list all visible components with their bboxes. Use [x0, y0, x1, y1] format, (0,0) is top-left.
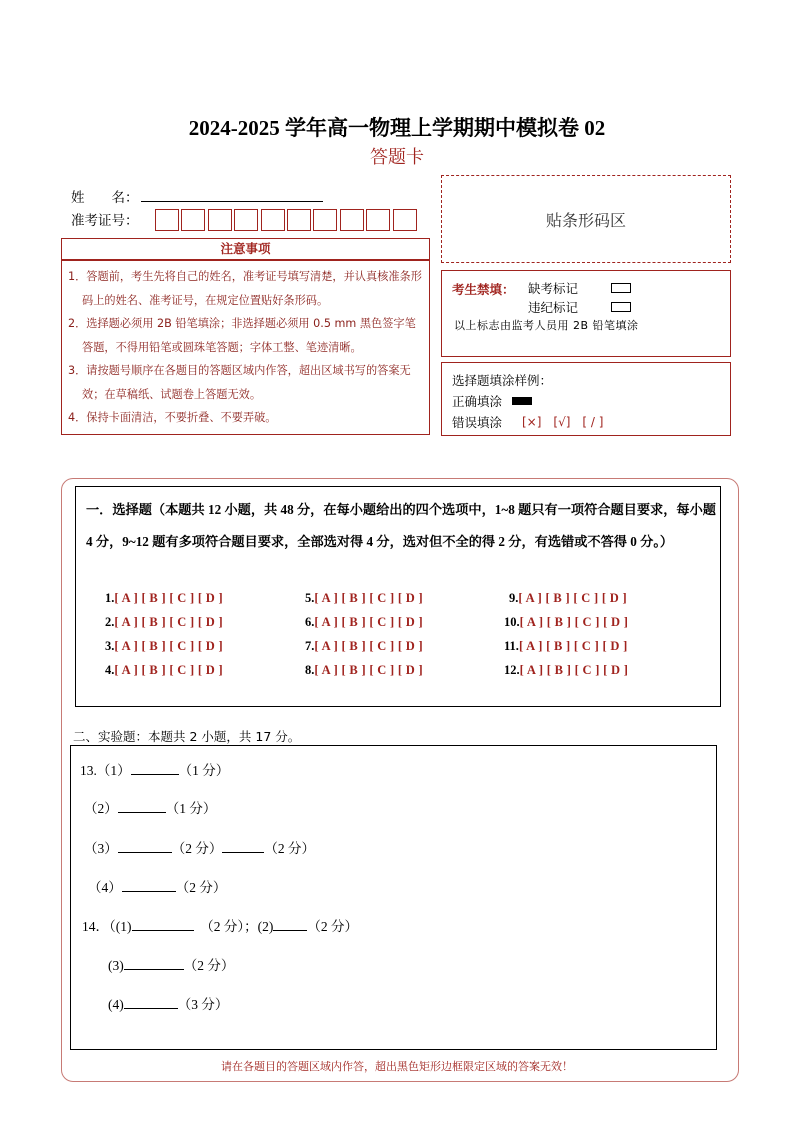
page-subtitle: 答题卡	[370, 147, 424, 168]
score-label: （2 分）；(2)	[193, 919, 274, 934]
name-label: 姓 名：	[71, 190, 139, 206]
id-digit-cell[interactable]	[366, 209, 390, 231]
answer-blank[interactable]	[122, 879, 176, 892]
correct-fill-label: 正确填涂	[452, 394, 503, 409]
answer-options[interactable]: [ A ] [ B ] [ C ] [ D ]	[518, 639, 628, 653]
mc-question-8[interactable]	[305, 663, 423, 678]
mc-question-9[interactable]	[509, 591, 627, 606]
q13-2-label: （2）	[84, 801, 118, 816]
answer-blank[interactable]	[118, 800, 166, 813]
experiment-heading: 二、实验题：本题共 2 小题，共 17 分。	[73, 729, 301, 744]
notice-heading: 注意事项	[61, 238, 430, 260]
answer-options[interactable]: [ A ] [ B ] [ C ] [ D ]	[314, 615, 423, 629]
mc-question-7[interactable]	[305, 639, 423, 654]
correct-fill-swatch	[512, 397, 532, 405]
barcode-area	[441, 175, 731, 263]
score-label: （2 分）	[175, 880, 227, 895]
score-label: （3 分）	[177, 997, 229, 1012]
id-digit-cell[interactable]	[393, 209, 417, 231]
exam-id-boxes[interactable]	[155, 209, 420, 231]
name-field[interactable]	[141, 200, 323, 202]
mc-question-5[interactable]	[305, 591, 423, 606]
answer-options[interactable]: [ A ] [ B ] [ C ] [ D ]	[314, 591, 423, 605]
notice-item: 4．保持卡面清洁，不要折叠、不要弄破。	[68, 411, 277, 424]
answer-options[interactable]: [ A ] [ B ] [ C ] [ D ]	[518, 591, 627, 605]
q14-line3	[108, 993, 228, 1013]
question-number: 1.	[105, 591, 115, 605]
mc-question-12[interactable]	[504, 663, 628, 678]
answer-options[interactable]: [ A ] [ B ] [ C ] [ D ]	[314, 663, 423, 677]
mc-question-4[interactable]	[105, 663, 223, 678]
wrong-fill-marks: [×] [√] [ / ]	[522, 415, 604, 429]
notice-item: 3．请按题号顺序在各题目的答题区域内作答，超出区域书写的答案无效；在草稿纸、试题卷上答题无效。	[68, 364, 411, 401]
answer-blank[interactable]	[124, 996, 178, 1009]
notice-item: 1．答题前，考生先将自己的姓名，准考证号填写清楚，并认真核准条形码上的姓名、准考证号，在规定位置贴好条形码。	[68, 270, 422, 307]
q13-4-label: （4）	[88, 880, 122, 895]
absent-mark-label: 缺考标记	[528, 281, 579, 296]
q13-1-label: 13.（1）	[80, 763, 131, 778]
mc-question-1[interactable]	[105, 591, 223, 606]
score-label: （2 分）	[183, 958, 235, 973]
footer-warning: 请在各题目的答题区域内作答，超出黑色矩形边框限定区域的答案无效！	[221, 1060, 573, 1073]
exam-id-label: 准考证号：	[71, 213, 139, 229]
question-number: 4.	[105, 663, 115, 677]
answer-blank[interactable]	[118, 840, 172, 853]
id-digit-cell[interactable]	[208, 209, 232, 231]
answer-options[interactable]: [ A ] [ B ] [ C ] [ D ]	[519, 615, 629, 629]
score-label: （2 分）	[171, 841, 223, 856]
notice-item: 2．选择题必须用 2B 铅笔填涂；非选择题必须用 0.5 mm 黑色签字笔答题，不得用铅笔或圆珠笔答题；字体工整、笔迹清晰。	[68, 317, 416, 354]
wrong-fill-label: 错误填涂	[452, 415, 503, 430]
notice-box	[61, 260, 430, 435]
q14-line2	[108, 954, 234, 974]
question-number: 5.	[305, 591, 315, 605]
score-label: （1 分）	[178, 763, 230, 778]
answer-blank[interactable]	[131, 762, 179, 775]
answer-options[interactable]: [ A ] [ B ] [ C ] [ D ]	[114, 591, 223, 605]
q14-line1	[82, 915, 358, 935]
q14-3-label: (3)	[108, 958, 124, 973]
mc-question-3[interactable]	[105, 639, 223, 654]
proctor-note: 以上标志由监考人员用 2B 铅笔填涂	[454, 319, 639, 332]
question-number: 12.	[504, 663, 520, 677]
answer-options[interactable]: [ A ] [ B ] [ C ] [ D ]	[114, 639, 223, 653]
question-number: 7.	[305, 639, 315, 653]
barcode-label: 贴条形码区	[545, 210, 626, 230]
fill-sample-box	[441, 362, 731, 436]
id-digit-cell[interactable]	[155, 209, 179, 231]
answer-options[interactable]: [ A ] [ B ] [ C ] [ D ]	[314, 639, 423, 653]
answer-options[interactable]: [ A ] [ B ] [ C ] [ D ]	[114, 663, 223, 677]
id-digit-cell[interactable]	[313, 209, 337, 231]
fill-sample-title: 选择题填涂样例：	[452, 373, 553, 388]
mc-question-2[interactable]	[105, 615, 223, 630]
q13-part4	[88, 876, 226, 896]
answer-options[interactable]: [ A ] [ B ] [ C ] [ D ]	[114, 615, 223, 629]
question-number: 8.	[305, 663, 315, 677]
proctor-only-box	[441, 270, 731, 357]
score-label: （1 分）	[165, 801, 217, 816]
question-number: 3.	[105, 639, 115, 653]
mc-question-6[interactable]	[305, 615, 423, 630]
id-digit-cell[interactable]	[340, 209, 364, 231]
id-digit-cell[interactable]	[261, 209, 285, 231]
q13-3-label: （3）	[84, 841, 118, 856]
id-digit-cell[interactable]	[181, 209, 205, 231]
id-digit-cell[interactable]	[287, 209, 311, 231]
violation-mark-label: 违纪标记	[528, 300, 579, 315]
answer-blank[interactable]	[222, 840, 264, 853]
question-number: 10.	[504, 615, 520, 629]
violation-mark-box[interactable]	[611, 302, 631, 312]
answer-blank[interactable]	[124, 957, 184, 970]
answer-blank[interactable]	[273, 918, 307, 931]
score-label: （2 分）	[307, 919, 358, 934]
q13-part3	[84, 837, 315, 857]
id-digit-cell[interactable]	[234, 209, 258, 231]
question-number: 6.	[305, 615, 315, 629]
absent-mark-box[interactable]	[611, 283, 631, 293]
proctor-only-label: 考生禁填：	[452, 282, 515, 297]
mc-instructions: 一．选择题（本题共 12 小题，共 48 分，在每小题给出的四个选项中，1~8 题只有一项符合题目要求，每小题 4 分，9~12 题有多项符合题目要求，全部选对得 4 分，选对但不全的得 2 分，有选错或不答得 0 分。）	[86, 502, 716, 549]
q14-4-label: (4)	[108, 997, 124, 1012]
score-label: （2 分）	[264, 841, 315, 856]
answer-options[interactable]: [ A ] [ B ] [ C ] [ D ]	[519, 663, 629, 677]
mc-question-10[interactable]	[504, 615, 628, 630]
mc-question-11[interactable]	[504, 639, 628, 654]
question-number: 9.	[509, 591, 519, 605]
answer-blank[interactable]	[132, 918, 194, 931]
q13-part1	[80, 759, 229, 779]
question-number: 2.	[105, 615, 115, 629]
q14-1-label: 14．（(1)	[82, 919, 132, 934]
q13-part2	[84, 797, 216, 817]
page-title: 2024-2025 学年高一物理上学期期中模拟卷 02	[188, 116, 606, 140]
question-number: 11.	[504, 639, 519, 653]
